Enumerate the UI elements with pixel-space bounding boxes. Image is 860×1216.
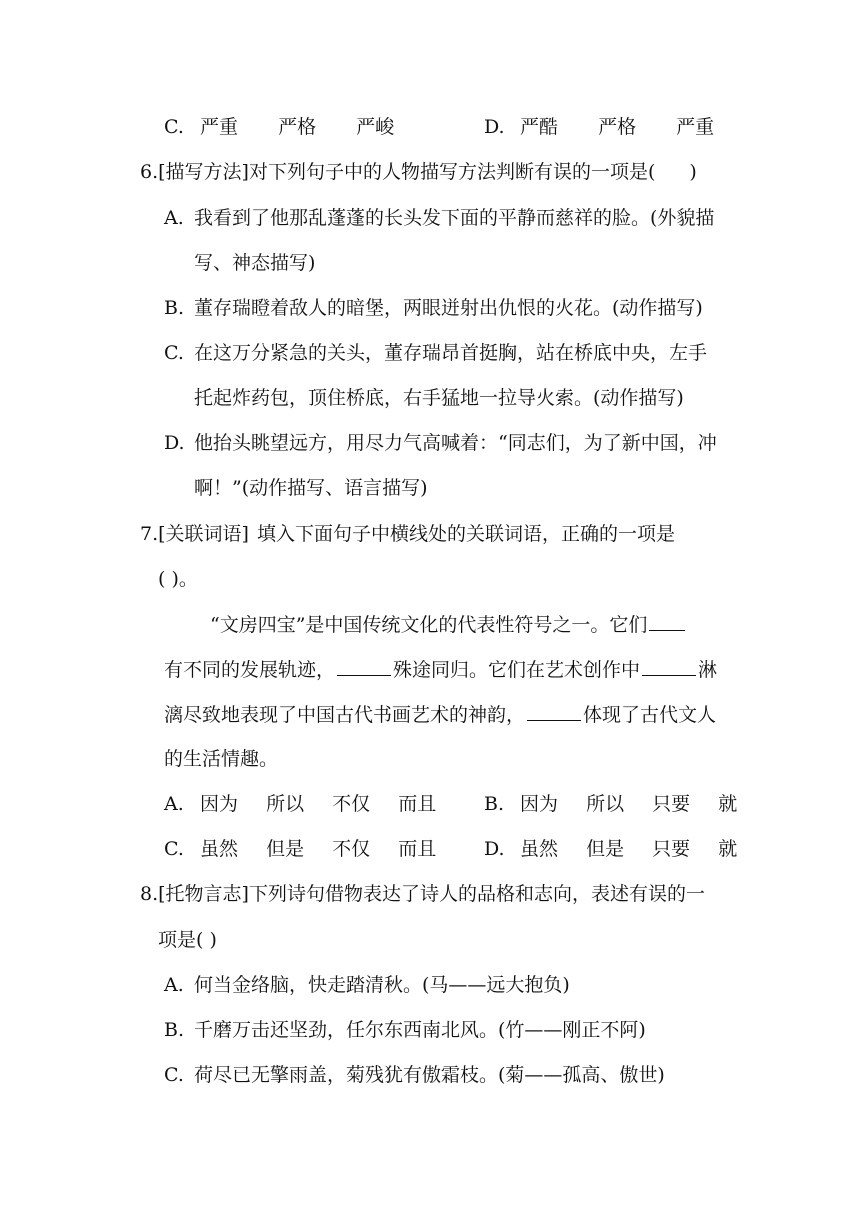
q8-option-c [164,1061,665,1089]
passage-text: “文房四宝”是中国传统文化的代表性符号之一。它们 [210,614,648,636]
option-letter: B. [164,1019,185,1041]
option-text: 千磨万击还坚劲，任尔东西南北风。(竹——刚正不阿) [194,1019,646,1041]
question-7-paren: ( )。 [158,568,198,590]
option-letter: C. [164,342,184,364]
fill-blank-2 [337,655,391,676]
q5-option-c [164,113,394,141]
question-number: 7. [140,523,159,545]
option-word: 因为 [200,793,239,815]
passage-line-3 [164,700,716,729]
question-8-stem-cont: 项是( ) [158,929,217,951]
passage-line-4: 的生活情趣。 [164,748,279,770]
passage-line-1 [210,610,687,639]
passage-text: 淋 [698,659,718,681]
passage-text: 殊途同归。它们在艺术创作中 [393,659,641,681]
q7-option-c [164,835,436,863]
q6-option-b [164,294,703,322]
option-word: 而且 [398,793,437,815]
q6-option-a-cont: 写、神态描写) [194,252,316,274]
option-word: 但是 [586,838,625,860]
question-number: 6. [140,161,159,183]
option-word: 所以 [266,793,305,815]
option-letter: A. [164,974,184,996]
passage-text: 漓尽致地表现了中国古代书画艺术的神韵， [164,704,526,726]
question-text: 填入下面句子中横线处的关联词语，正确的一项是 [256,523,675,545]
option-letter: C. [164,1064,184,1086]
fill-blank-1 [649,610,685,631]
q5-option-d [484,113,714,141]
option-text: 在这万分紧急的关头，董存瑞昂首挺胸，站在桥底中央，左手 [194,342,708,364]
q6-option-d-cont: 啊！”(动作描写、语言描写) [194,477,428,499]
option-text: 他抬头眺望远方，用尽力气高喊着：“同志们，为了新中国，冲 [194,432,717,454]
option-letter: D. [484,838,505,860]
q7-option-d [484,835,737,863]
option-letter: B. [164,297,185,319]
option-word: 不仅 [332,838,371,860]
option-word: 只要 [652,838,691,860]
option-word: 严峻 [356,116,395,138]
question-text: 对下列句子中的人物描写方法判断有误的一项是( [248,161,656,183]
q6-option-d [164,429,717,457]
option-text: 荷尽已无擎雨盖，菊残犹有傲霜枝。(菊——孤高、傲世) [194,1064,665,1086]
option-letter: C. [164,838,184,860]
question-tag: [关联词语] [158,523,249,545]
option-word: 严格 [278,116,317,138]
q6-option-a [164,204,714,232]
option-word: 严酷 [520,116,559,138]
question-6-stem [140,158,697,186]
fill-blank-4 [527,700,581,721]
q8-option-b [164,1016,646,1044]
option-letter: A. [164,207,184,229]
option-word: 严重 [676,116,715,138]
option-word: 严重 [200,116,239,138]
question-text: 下列诗句借物表达了诗人的品格和志向，表述有误的一 [248,883,705,905]
option-letter: D. [484,116,505,138]
option-word: 严格 [598,116,637,138]
option-letter: C. [164,116,184,138]
option-text: 董存瑞瞪着敌人的暗堡，两眼迸射出仇恨的火花。(动作描写) [194,297,703,319]
q7-option-b [484,790,737,818]
option-word: 就 [718,838,738,860]
question-8-stem [140,880,705,908]
q6-option-c [164,339,707,367]
option-word: 因为 [520,793,559,815]
fill-blank-3 [642,655,696,676]
option-word: 只要 [652,793,691,815]
question-7-stem [140,520,675,548]
option-text: 何当金络脑，快走踏清秋。(马——远大抱负) [194,974,570,996]
option-word: 虽然 [520,838,559,860]
option-word: 就 [718,793,738,815]
option-letter: A. [164,793,184,815]
answer-paren-close: ) [689,161,697,183]
passage-text: 体现了古代文人 [583,704,717,726]
passage-line-2 [164,655,717,684]
option-word: 而且 [398,838,437,860]
question-tag: [描写方法] [158,161,249,183]
option-word: 所以 [586,793,625,815]
option-text: 我看到了他那乱蓬蓬的长头发下面的平静而慈祥的脸。(外貌描 [194,207,715,229]
option-letter: B. [484,793,505,815]
option-word: 不仅 [332,793,371,815]
question-number: 8. [140,883,159,905]
q6-option-c-cont: 托起炸药包，顶住桥底，右手猛地一拉导火索。(动作描写) [194,387,684,409]
option-letter: D. [164,432,185,454]
option-word: 虽然 [200,838,239,860]
q8-option-a [164,971,570,999]
q7-option-a [164,790,436,818]
option-word: 但是 [266,838,305,860]
question-tag: [托物言志] [158,883,249,905]
passage-text: 有不同的发展轨迹， [164,659,336,681]
